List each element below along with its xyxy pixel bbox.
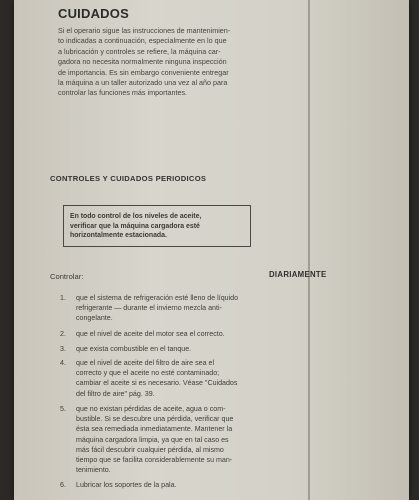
list-item-line: bustible. Si se descubre una pérdida, verificar que xyxy=(76,415,234,424)
list-item-text xyxy=(76,344,191,354)
intro-line: Si el operario sigue las instrucciones de mantenimien- xyxy=(58,26,231,35)
list-item-line: Lubricar los soportes de la pala. xyxy=(76,481,177,489)
list-item-line: que exista combustible en el tanque. xyxy=(76,345,192,353)
list-item-text xyxy=(76,358,237,399)
list-item-line: más fácil descubrir cualquier pérdida, al mismo xyxy=(76,445,224,454)
list-item-line: correcto y que el aceite no esté contaminado; xyxy=(76,369,220,378)
list-item-line: que el nivel de aceite del motor sea el correcto. xyxy=(76,330,225,338)
controlar-label: Controlar: xyxy=(50,272,84,281)
list-item-number: 4. xyxy=(60,359,66,367)
section-heading: CONTROLES Y CUIDADOS PERIODICOS xyxy=(50,174,207,183)
intro-line: a lubricación y controles se refiere, la máquina car- xyxy=(58,46,221,56)
note-line: horizontalmente estacionada. xyxy=(70,232,167,240)
list-item-line: que el nivel de aceite del filtro de aire sea el xyxy=(76,359,215,367)
page-fold-line xyxy=(308,0,310,500)
intro-line: controlar las funciones más importantes. xyxy=(58,88,188,98)
list-item-text xyxy=(76,404,233,475)
intro-line: gadora no necesita normalmente ninguna inspección xyxy=(58,57,227,67)
list-item-text xyxy=(76,293,238,324)
list-item-number: 1. xyxy=(60,294,66,302)
list-item-line: tenimiento. xyxy=(76,466,111,475)
list-item-line: que el sistema de refrigeración esté lleno de líquido xyxy=(76,294,239,302)
intro-line: de importancia. Es sin embargo conveniente entregar xyxy=(58,67,229,77)
intro-line: to indicadas a continuación, especialmente en lo que xyxy=(58,36,227,46)
list-item-line: ésta sea remediada inmediatamente. Mantener la xyxy=(76,425,233,434)
intro-paragraph xyxy=(58,26,250,99)
list-item-number: 5. xyxy=(60,405,66,413)
list-item-text xyxy=(76,480,177,490)
note-line: verificar que la máquina cargadora esté xyxy=(70,222,200,230)
list-item-line: máquina cargadora limpia, ya que en tal caso es xyxy=(76,435,229,444)
note-line: En todo control de los niveles de aceite, xyxy=(70,213,202,220)
note-text xyxy=(70,212,250,241)
list-item-number: 3. xyxy=(60,345,66,353)
page-title: CUIDADOS xyxy=(58,6,129,21)
intro-line: la máquina a un taller autorizado una vez al año para xyxy=(58,78,228,88)
list-item-line: congelante. xyxy=(76,314,113,323)
list-item-line: cambiar el aceite si es necesario. Véase "Cuidados xyxy=(76,379,238,388)
list-item-line: del filtro de aire" pág. 39. xyxy=(76,389,155,398)
list-item-line: tiempo que se facilita considerablemente su man- xyxy=(76,456,233,465)
list-item-text xyxy=(76,329,225,339)
frequency-label: DIARIAMENTE xyxy=(269,270,327,279)
list-item-number: 6. xyxy=(60,481,66,489)
list-item-line: refrigerante — durante el invierno mezcla anti- xyxy=(76,304,222,313)
list-item-line: que no existan pérdidas de aceite, agua o com- xyxy=(76,405,226,413)
list-item-number: 2. xyxy=(60,330,66,338)
